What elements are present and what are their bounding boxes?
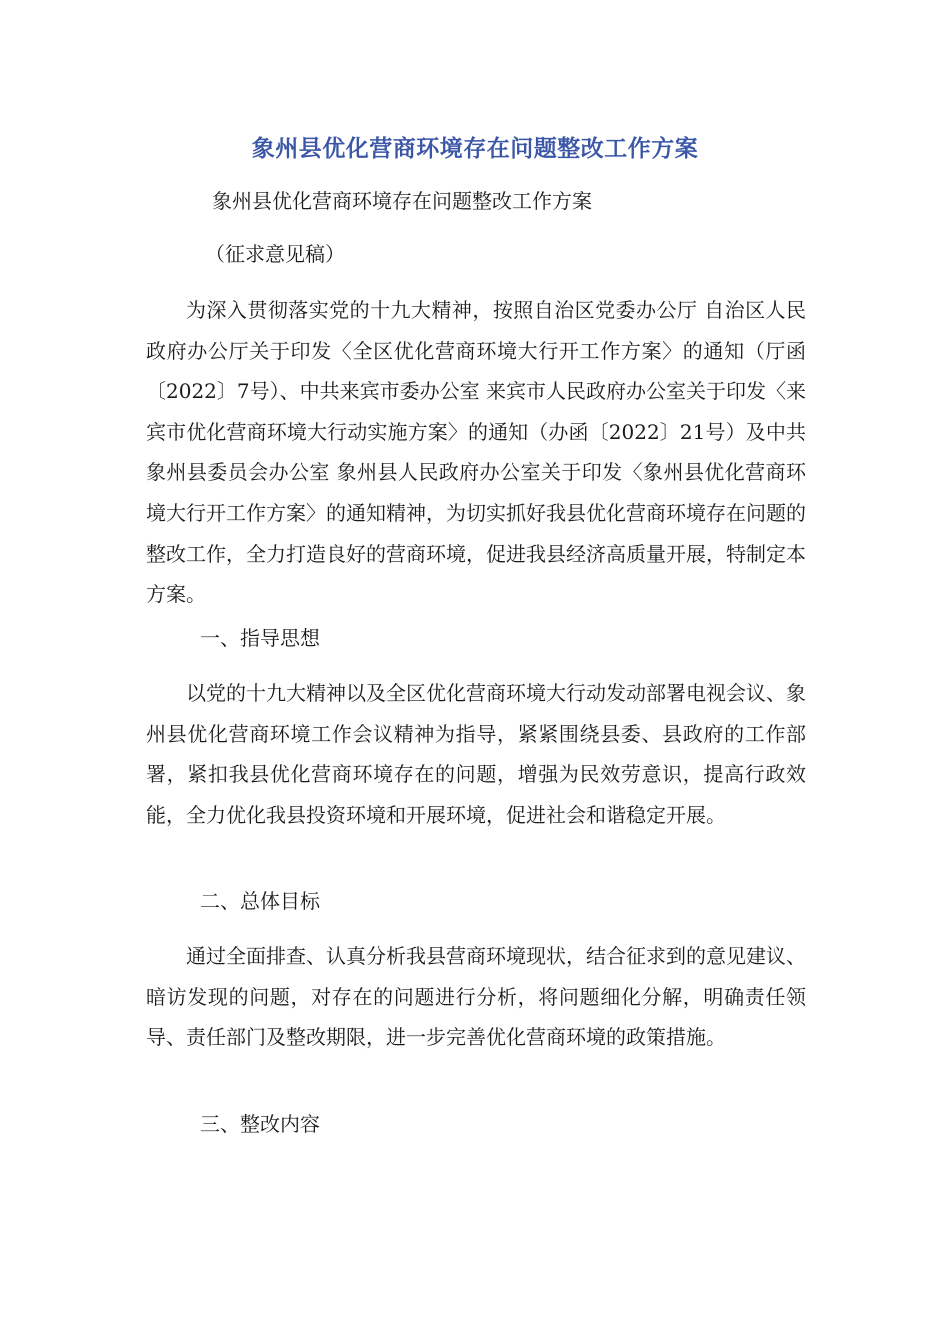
section-heading-overall-goal: 二、总体目标 xyxy=(200,889,320,913)
section-heading-rectification-content: 三、整改内容 xyxy=(200,1112,320,1136)
section-body-guiding-thought: 以党的十九大精神以及全区优化营商环境大行动发动部署电视会议、象州县优化营商环境工作会议精神为指导，紧紧围绕县委、县政府的工作部署，紧扣我县优化营商环境存在的问题，增强为民效劳意识，提高行政效能，全力优化我县投资环境和开展环境，促进社会和谐稳定开展。 xyxy=(146,681,806,827)
document-title: 象州县优化营商环境存在问题整改工作方案 xyxy=(251,136,699,162)
intro-paragraph: 为深入贯彻落实党的十九大精神，按照自治区党委办公厅 自治区人民政府办公厅关于印发〈全区优化营商环境大行开工作方案〉的通知（厅函〔2022〕7号）、中共来宾市委办公室 来宾市人民政府办公室关于印发〈来宾市优化营商环境大行动实施方案〉的通知（办函〔2022〕21号）及中共象州县委员会办公室 象州县人民政府办公室关于印发〈象州县优化营商环境大行开工作方案〉的通知精神，为切实抓好我县优化营商环境存在问题的整改工作，全力打造良好的营商环境，促进我县经济高质量开展，特制定本方案。 xyxy=(146,298,806,607)
document-subtitle: 象州县优化营商环境存在问题整改工作方案 xyxy=(212,189,592,213)
section-body-overall-goal: 通过全面排查、认真分析我县营商环境现状，结合征求到的意见建议、暗访发现的问题，对存在的问题进行分析，将问题细化分解，明确责任领导、责任部门及整改期限，进一步完善优化营商环境的政策措施。 xyxy=(146,944,806,1050)
draft-note: （征求意见稿） xyxy=(205,242,345,266)
section-heading-guiding-thought: 一、指导思想 xyxy=(200,626,320,650)
